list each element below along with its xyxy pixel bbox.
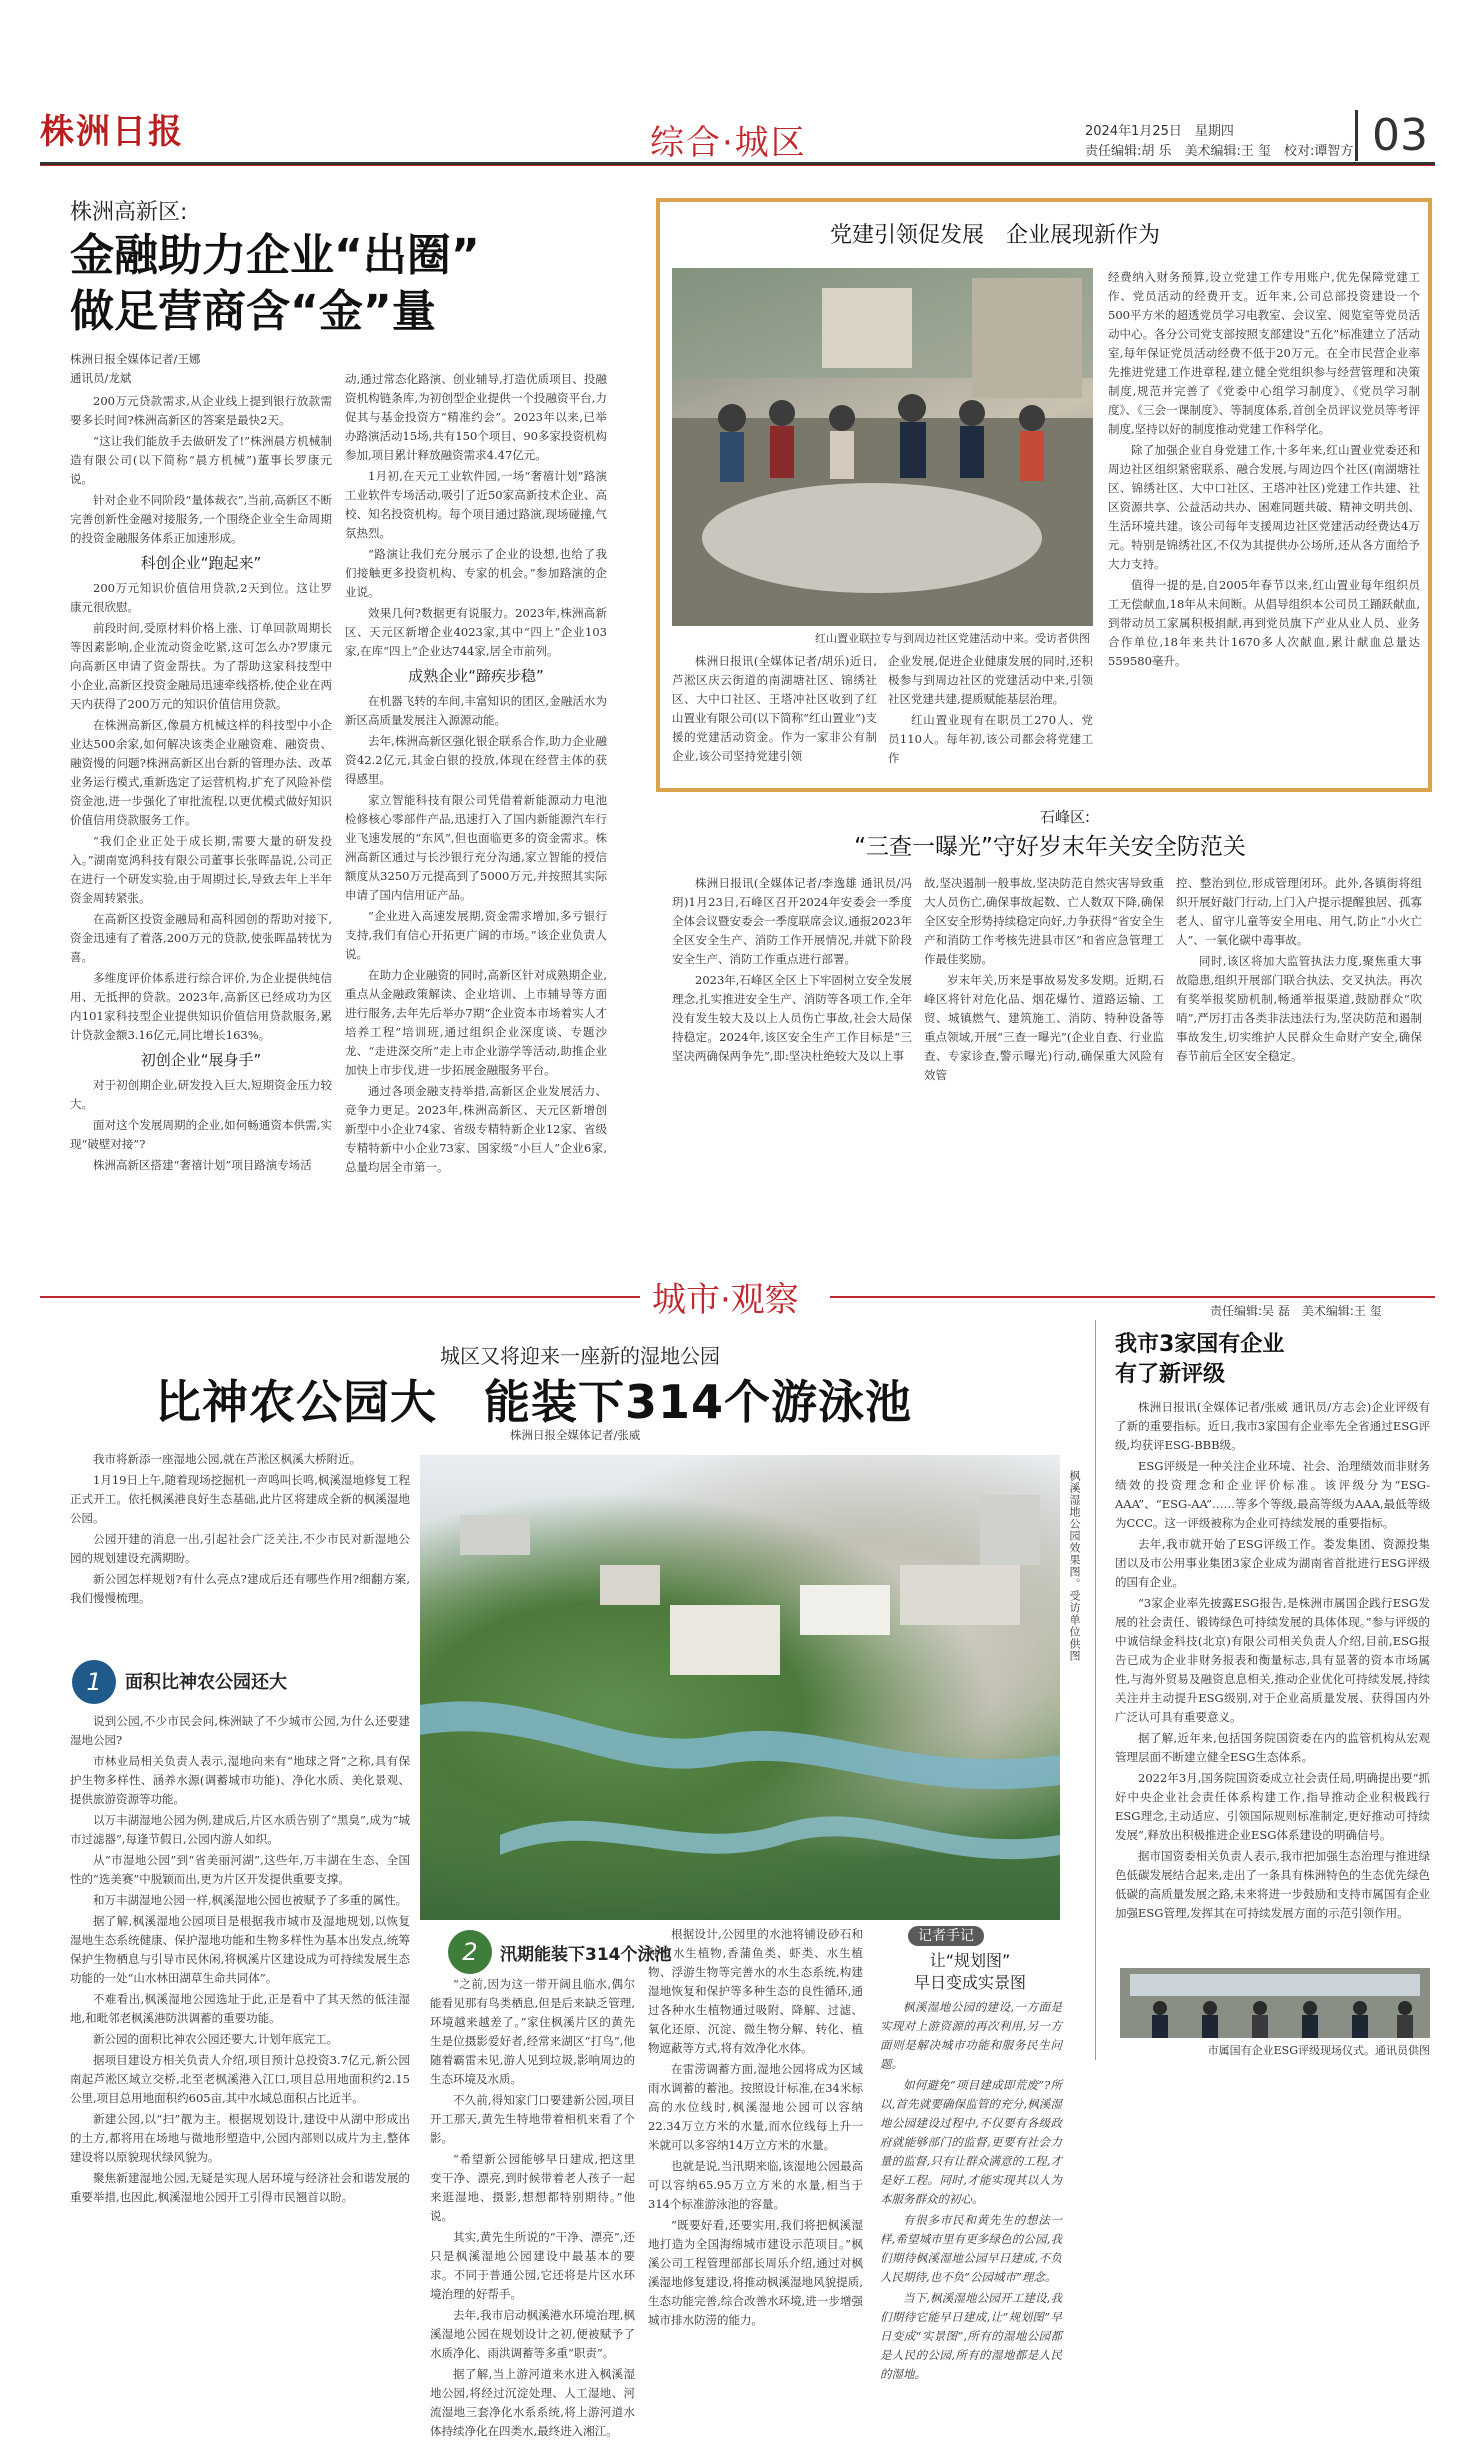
section-title: 综合·城区 xyxy=(650,123,807,163)
shifeng-kicker: 石峰区: xyxy=(1040,808,1091,826)
reporter-note-title-line2: 早日变成实景图 xyxy=(913,1973,1026,1992)
shifeng-title: “三查一曝光”守好岁末年关安全防范关 xyxy=(854,834,1246,860)
paragraph: 多维度评价体系进行综合评价,为企业提供纯信用、无抵押的贷款。2023年,高新区已经成功为区内101家科技型企业提供知识价值信用贷款服务,累计贷款金额3.16亿元,同比增长163%。 xyxy=(70,971,332,1042)
paragraph: 去年,我市就开始了ESG评级工作。娄发集团、资源投集团以及市公用事业集团3家企业成为湖南省首批进行ESG评级的国有企业。 xyxy=(1115,1537,1430,1589)
paragraph: 200万元贷款需求,从企业线上提到银行放款需要多长时间?株洲高新区的答案是最快2天。 xyxy=(70,394,332,427)
paragraph: 针对企业不同阶段“量体裁衣”,当前,高新区不断完善创新性金融对接服务,一个围绕企业全生命周期的投资金融服务体系正加速形成。 xyxy=(70,493,332,545)
city-band-rule-left xyxy=(40,1296,640,1298)
finance-subhead: 成熟企业“蹄疾步稳” xyxy=(408,667,544,685)
reporter-note-title xyxy=(880,1950,1060,1994)
finance-byline xyxy=(70,350,200,388)
paragraph: 红山置业现有在职员工270人、党员110人。每年初,该公司都会将党建工作 xyxy=(888,713,1093,765)
wetland-section-2b xyxy=(648,1925,863,2327)
wetland-aerial-rendering xyxy=(420,1455,1060,1920)
paragraph: “既要好看,还要实用,我们将把枫溪湿地打造为全国海绵城市建设示范项目。”枫溪公司工程管理部部长周乐介绍,通过对枫溪湿地修复建设,将推动枫溪湿地风貌提质,生态功能完善,综合改善水环境,进一步增强城市排水防涝的能力。 xyxy=(648,2218,863,2327)
finance-byline-correspondent: 通讯员/龙斌 xyxy=(70,371,132,385)
paragraph: 200万元知识价值信用贷款,2天到位。这让罗康元很欣慰。 xyxy=(70,581,332,614)
finance-title xyxy=(70,228,480,340)
paragraph: 在助力企业融资的同时,高新区针对成熟期企业,重点从金融政策解读、企业培训、上市辅导等方面进行服务,去年先后举办7期“企业资本市场着实人才培养工程”培训班,通过组织企业深度谈、专题沙龙、“走进深交所”走上市企业游学等活动,助推企业加快上市步伐,进一步拓展金融服务平台。 xyxy=(345,968,607,1077)
party-photo-illustration xyxy=(672,268,1093,626)
paragraph: 其实,黄先生所说的“干净、漂亮”,还只是枫溪湿地公园建设中最基本的要求。不同于普通公园,它还将是片区水环境治理的好帮手。 xyxy=(430,2230,635,2301)
page-number: 03 xyxy=(1355,110,1428,161)
header-editors: 责任编辑:胡 乐 美术编辑:王 玺 校对:谭智方 xyxy=(1085,144,1354,159)
paragraph: 1月19日上午,随着现场挖掘机一声鸣叫长鸣,枫溪湿地修复工程正式开工。依托枫溪港良好生态基础,此片区将建成全新的枫溪湿地公园。 xyxy=(70,1473,410,1525)
paragraph: 值得一提的是,自2005年春节以来,红山置业每年组织员工无偿献血,18年从未间断。从倡导组织本公司员工踊跃献血,到带动员工家属积极捐献,再到党员旗下产业从业人员、业务合作单位,18年来共计1670多人次献血,累计献血总量达559580毫升。 xyxy=(1108,578,1420,668)
wetland-aerial-caption: 枫溪湿地公园效果图。受访单位供图 xyxy=(1068,1470,1081,1662)
wetland-section-1 xyxy=(70,1712,410,2204)
paragraph: 通过各项金融支持举措,高新区企业发展活力、竞争力更足。2023年,株洲高新区、天元区新增创新型中小企业74家、省级专精特新企业12家、省级专精特新中小企业73家、国家级“小巨人”企业6家,总量均居全市第一。 xyxy=(345,1084,607,1174)
header-meta xyxy=(1085,122,1353,162)
paragraph: 株洲日报讯(全媒体记者/李逸雄 通讯员/冯玥)1月23日,石峰区召开2024年安委会一季度全体会议暨安委会一季度联席会议,通报2023年全区安全生产、消防工作开展情况,并就下阶段安全生产、消防工作重点进行部署。 xyxy=(672,876,912,966)
finance-column-1 xyxy=(70,392,332,1250)
party-title: 党建引领促发展 企业展现新作为 xyxy=(829,223,1160,248)
finance-title-line2: 做足营商含“金”量 xyxy=(70,286,436,337)
section-1-title: 面积比神农公园还大 xyxy=(125,1672,287,1693)
paragraph: 企业发展,促进企业健康发展的同时,还积极参与到周边社区的党建活动中来,引领社区党建共建,提质赋能基层治理。 xyxy=(888,654,1093,706)
party-column-c xyxy=(1108,268,1420,782)
esg-body xyxy=(1115,1398,1430,1963)
paragraph: 当下,枫溪湿地公园开工建设,我们期待它能早日建成,让“规划图”早日变成“实景图”,所有的湿地公园都是人民的公园,所有的湿地都是人民的湿地。 xyxy=(880,2291,1062,2381)
paragraph: 我市将新添一座湿地公园,就在芦淞区枫溪大桥附近。 xyxy=(93,1452,362,1466)
finance-subhead: 科创企业“跑起来” xyxy=(140,554,262,572)
paragraph: 面对这个发展周期的企业,如何畅通资本供需,实现“破壁对接”? xyxy=(70,1118,332,1151)
wetland-intro xyxy=(70,1450,410,1650)
paragraph: 家立智能科技有限公司凭借着新能源动力电池检修核心零部件产品,迅速打入了国内新能源汽车行业飞速发展的“东风”,但也面临更多的资金需求。株洲高新区通过与长沙银行充分沟通,家立智能的授信额度从3250万元提高到了5000万元,并按照其实际申请了国内信用证产品。 xyxy=(345,793,607,902)
paragraph: 聚焦新建湿地公园,无疑是实现人居环境与经济社会和谐发展的重要举措,也因此,枫溪湿地公园开工引得市民翘首以盼。 xyxy=(70,2171,410,2204)
finance-byline-reporter: 株洲日报全媒体记者/王娜 xyxy=(70,352,201,366)
paragraph: 在雷涝调蓄方面,湿地公园将成为区域雨水调蓄的蓄池。按照设计标准,在34米标高的水位线时,枫溪湿地公园可以容纳22.34万立方米的水量,而水位线每上升一米就可以多容纳14万立方米的水量。 xyxy=(648,2062,863,2152)
paragraph: 株洲高新区搭建“奢禧计划”项目路演专场活 xyxy=(93,1158,312,1172)
esg-photo xyxy=(1120,1968,1430,2038)
wetland-kicker: 城区又将迎来一座新的湿地公园 xyxy=(440,1344,720,1368)
paragraph: 从“市湿地公园”到“省美丽河湖”,这些年,万丰湖在生态、全国性的“选美赛”中脱颖而出,更为片区开发提供重要支撑。 xyxy=(70,1853,410,1886)
paragraph: 除了加强企业自身党建工作,十多年来,红山置业党委还和周边社区组织紧密联系、融合发展,与周边四个社区(南湖塘社区、锦绣社区、大中口社区、王塔冲社区)党建工作共建、社区资源共享、公益活动共办、困难同题共破、精神文明共创、生活环境共建。该公司每年支援周边社区党建活动经费达4万元。特别是锦绣社区,不仅为其提供办公场所,还从各方面给予大力支持。 xyxy=(1108,443,1420,571)
esg-title-line1: 我市3家国有企业 xyxy=(1115,1332,1285,1357)
section-1-number: 1 xyxy=(72,1660,116,1704)
paragraph: 同时,该区将加大监管执法力度,聚焦重大事故隐患,组织开展部门联合执法、交叉执法。再次有奖举报奖励机制,畅通举报渠道,鼓励群众“吹哨”,严厉打击各类非法违法行为,坚决防范和遏制事故发生,切实维护人民群众生命财产安全,确保春节前后全区安全稳定。 xyxy=(1176,954,1422,1063)
reporter-note-tag-wrap xyxy=(908,1925,984,1945)
esg-photo-caption: 市属国有企业ESG评级现场仪式。通讯员供图 xyxy=(1207,2044,1430,2057)
paragraph: 不久前,得知家门口要建新公园,项目开工那天,黄先生特地带着相机来看了个影。 xyxy=(430,2093,635,2145)
masthead-logo: 株洲日报 xyxy=(40,112,184,152)
shifeng-column-a xyxy=(672,874,912,1259)
shifeng-column-c xyxy=(1176,874,1422,1259)
paragraph: 也就是说,当汛期来临,该湿地公园最高可以容纳65.95万立方米的水量,相当于314个标准游泳池的容量。 xyxy=(648,2159,863,2211)
party-photo-caption: 红山置业联拉专与到周边社区党建活动中来。受访者供图 xyxy=(815,632,1090,645)
paragraph: 如何避免“项目建成即荒废”?所以,首先就要确保监管的充分,枫溪湿地公园建设过程中,不仅要有各级政府就能够部门的监督,更要有社会力量的监督,只有让群众满意的工程,才是好工程。同时,才能实现其以人为本服务群众的初心。 xyxy=(880,2078,1062,2206)
paragraph: 在高新区投资金融局和高科园创的帮助对接下,资金迅速有了着落,200万元的贷款,使张晖晶转忧为喜。 xyxy=(70,912,332,964)
paragraph: 据了解,近年来,包括国务院国资委在内的监管机构从宏观管理层面不断建立健全ESG生态体系。 xyxy=(1115,1731,1430,1764)
paragraph: 株洲日报讯(全媒体记者/胡乐)近日,芦淞区庆云街道的南湖塘社区、锦绣社区、大中口社区、王塔冲社区收到了红山置业有限公司(以下简称“红山置业”)支援的党建活动资金。作为一家非公有制企业,该公司坚持党建引领 xyxy=(672,654,877,763)
paragraph: 公园开建的消息一出,引起社会广泛关注,不少市民对新湿地公园的规划建设充满期盼。 xyxy=(70,1532,410,1565)
city-band-rule-right xyxy=(830,1296,1435,1298)
esg-title xyxy=(1115,1330,1284,1390)
reporter-note-title-line1: 让“规划图” xyxy=(929,1951,1011,1970)
paragraph: 新建公园,以“扫”靓为主。根据规划设计,建设中从湖中形成出的土方,都将用在场地与微地形塑造中,公园内部则以成片为主,整体建设将以原貌现状绿风貌为。 xyxy=(70,2112,410,2164)
paragraph: 枫溪湿地公园的建设,一方面是实现对上游资源的再次利用,另一方面则是解决城市功能和服务民生问题。 xyxy=(880,2000,1062,2071)
finance-subhead: 初创企业“展身手” xyxy=(140,1051,262,1069)
paragraph: 新公园的面积比神农公园还要大,计划年底完工。 xyxy=(93,2032,339,2046)
party-photo xyxy=(672,268,1093,626)
paragraph: 有很多市民和黄先生的想法一样,希望城市里有更多绿色的公园,我们期待枫溪湿地公园早日建成,不负人民期待,也不负“公园城市”理念。 xyxy=(880,2213,1062,2284)
wetland-section-2a xyxy=(430,1975,635,2438)
paragraph: “3家企业率先披露ESG报告,是株洲市属国企践行ESG发展的社会责任、锻铸绿色可持续发展的具体体现。”参与评级的中诚信绿金科技(北京)有限公司相关负责人介绍,目前,ESG报告已成为企业非财务报表和衡量标志,具有显著的资本市场属性,与海外贸易及融资息息相关,推动企业优化可持续发展,持续关注并主动提升ESG级别,对于企业高质量发展、获得国内外广泛认可具有重要意义。 xyxy=(1115,1596,1430,1724)
paragraph: “希望新公园能够早日建成,把这里变干净、漂亮,到时候带着老人孩子一起来逛湿地、摄影,想想都特别期待。”他说。 xyxy=(430,2152,635,2223)
esg-title-line2: 有了新评级 xyxy=(1115,1362,1226,1387)
paragraph: 说到公园,不少市民会问,株洲缺了不少城市公园,为什么还要建湿地公园? xyxy=(70,1714,410,1747)
wetland-title: 比神农公园大 能装下314个游泳池 xyxy=(155,1375,913,1429)
wetland-aerial-illustration xyxy=(420,1455,1060,1920)
paragraph: “企业进入高速发展期,资金需求增加,多亏银行支持,我们有信心开拓更广阔的市场。”该企业负责人说。 xyxy=(345,909,607,961)
paragraph: 故,坚决遏制一般事故,坚决防范自然灾害导致重大人员伤亡,确保事故起数、亡人数双下降,确保全区安全形势持续稳定向好,力争获得“省安全生产和消防工作考核先进县市区”和省应急管理工作最佳奖励。 xyxy=(924,876,1164,966)
paragraph: 效果几何?数据更有说服力。2023年,株洲高新区、天元区新增企业4023家,其中“四上”企业103家,在库“四上”企业达744家,居全市前列。 xyxy=(345,606,607,658)
reporter-note-body xyxy=(880,1998,1062,2381)
city-band-title: 城市·观察 xyxy=(652,1280,799,1320)
esg-photo-illustration xyxy=(1120,1968,1430,2038)
paragraph: “这让我们能放手去做研发了!”株洲晨方机械制造有限公司(以下简称“晨方机械”)董事长罗康元说。 xyxy=(70,434,332,486)
paragraph: 据了解,枫溪湿地公园项目是根据我市城市及湿地规划,以恢复湿地生态系统健康、保护湿地功能和生物多样性为基本出发点,统筹保护生物栖息与引导市民休闲,将枫溪片区建设成为可持续发展生态功能的一处“山水林田湖草生命共同体”。 xyxy=(70,1914,410,1985)
paragraph: 不难看出,枫溪湿地公园选址于此,正是看中了其天然的低洼湿地,和毗邻老枫溪港防洪调蓄的重要功能。 xyxy=(70,1992,410,2025)
finance-column-2 xyxy=(345,370,607,1250)
paragraph: 在株洲高新区,像晨方机械这样的科技型中小企业达500余家,如何解决该类企业融资难、融资贵、融资慢的问题?株洲高新区出台新的管理办法、改革业务运行模式,重新选定了运营机构,扩充了风险补偿资金池,进一步强化了审批流程,以更优模式做好知识价值信用贷款服务工作。 xyxy=(70,718,332,827)
header-red-rule xyxy=(40,165,1435,166)
paragraph: 1月初,在天元工业软件园,一场“奢禧计划”路演工业软件专场活动,吸引了近50家高新技术企业、高校、知名投资机构。每个项目通过路演,现场碰撞,气氛热烈。 xyxy=(345,469,607,540)
reporter-note-tag: 记者手记 xyxy=(908,1926,984,1946)
paragraph: 在机器飞转的车间,丰富知识的团区,金融活水为新区高质量发展注入源源动能。 xyxy=(345,694,607,727)
paragraph: “路演让我们充分展示了企业的设想,也给了我们接触更多投资机构、专家的机会。”参加路演的企业说。 xyxy=(345,547,607,599)
paragraph: ESG评级是一种关注企业环境、社会、治理绩效而非财务绩效的投资理念和企业评价标准。该评级分为“ESG-AAA”、“ESG-AA”……等多个等级,最高等级为AAA,最低等级为CCC。这一评级被称为企业可持续发展的重要指标。 xyxy=(1115,1459,1430,1530)
paragraph: 动,通过常态化路演、创业辅导,打造优质项目、投融资机构链条库,为初创型企业提供一个投融资平台,力促其与基金投资方“精准约会”。2023年以来,已举办路演活动15场,共有150个项目、90多家投资机构参加,项目累计释放融资需求4.47亿元。 xyxy=(345,372,607,462)
issue-date: 2024年1月25日 星期四 xyxy=(1085,124,1234,139)
paragraph: 控、整治到位,形成管理闭环。此外,各镇街将组织开展好敲门行动,上门入户提示提醒独居、孤寡老人、留守儿童等安全用电、用气,防止“小火亡人”、一氧化碳中毒事故。 xyxy=(1176,876,1422,947)
party-column-a xyxy=(672,652,877,782)
paragraph: 根据设计,公园里的水池将铺设砂石和种植水生植物,香蒲鱼类、虾类、水生植物、浮游生物等完善水的水生态系统,构建湿地恢复和保护等多种生态的良性循环,通过各种水生植物通过吸附、降解、过滤、氧化还原、沉淀、微生物分解、转化、植物遮蔽等方式,将有效净化水体。 xyxy=(648,1927,863,2055)
paragraph: 经费纳入财务预算,设立党建工作专用账户,优先保障党建工作、党员活动的经费开支。近年来,公司总部投资建设一个500平方米的超透党员学习电教室、会议室、阅览室等党员活动中心。各分公司党支部按照支部建设“五化”标准建立了活动室,每年保证党员活动经费不低于20万元。在全市民营企业率先推进党建工作进章程,建立健全党组织参与经营管理和决策制度,规范并完善了《党委中心组学习制度》、《党员学习制度》、《三会一课制度》、等制度体系,首创全员评议党员等考评制度,坚持以好的制度推动党建工作科学化。 xyxy=(1108,270,1420,436)
paragraph: 以万丰湖湿地公园为例,建成后,片区水质告别了“黑臭”,成为“城市过滤器”,每逢节假日,公园内游人如织。 xyxy=(70,1813,410,1846)
paragraph: 2022年3月,国务院国资委成立社会责任局,明确提出要“抓好中央企业社会责任体系构建工作,指导推动企业积极践行ESG理念,主动适应、引领国际规则标准制定,更好推动可持续发展”,释放出积极推进企业ESG体系建设的明确信号。 xyxy=(1115,1771,1430,1842)
paragraph: 据项目建设方相关负责人介绍,项目预计总投资3.7亿元,新公园南起芦淞区域立交桥,北至老枫溪港入江口,项目总用地面积约2.15公里,项目总用地面积约605亩,其中水域总面积占比近半。 xyxy=(70,2053,410,2105)
finance-kicker: 株洲高新区: xyxy=(70,200,188,225)
section-2-number: 2 xyxy=(448,1930,492,1974)
paragraph: 去年,株洲高新区强化银企联系合作,助力企业融资42.2亿元,其金白银的投放,体现在经营主体的获得感里。 xyxy=(345,734,607,786)
paragraph: 市林业局相关负责人表示,湿地向来有“地球之肾”之称,具有保护生物多样性、涵养水源(调蓄城市功能)、净化水质、美化景观、提供旅游资源等功能。 xyxy=(70,1754,410,1806)
paragraph: 岁末年关,历来是事故易发多发期。近期,石峰区将针对危化品、烟花爆竹、道路运输、工贸、城镇燃气、建筑施工、消防、特种设备等重点领域,开展“三查一曝光”(企业自查、行业监查、专家诊查,警示曝光)行动,确保重大风险有效管 xyxy=(924,973,1164,1082)
shifeng-column-b xyxy=(924,874,1164,1259)
paragraph: 去年,我市启动枫溪港水环境治理,枫溪湿地公园在规划设计之初,便被赋予了水质净化、雨洪调蓄等多重“职责”。 xyxy=(430,2308,635,2360)
paragraph: 2023年,石峰区全区上下牢固树立安全发展理念,扎实推进安全生产、消防等各项工作,全年没有发生较大及以上人员伤亡事故,社会大局保持稳定。2024年,该区安全生产工作目标是“三坚决两确保两争先”,即:坚决杜绝较大及以上事 xyxy=(672,973,912,1063)
paragraph: “之前,因为这一带开阔且临水,偶尔能看见那有鸟类栖息,但是后来缺乏管理,环境越来越差了。”家住枫溪片区的黄先生是位摄影爱好者,经常来湖区“打鸟”,他随着霸雷未见,游人见到垃圾,影响周边的生态环境及水质。 xyxy=(430,1977,635,2086)
paragraph: “我们企业正处于成长期,需要大量的研发投入。”湖南宽鸿科技有限公司董事长张晖晶说,公司正在进行一个研发实验,由于周期过长,导致去年上半年资金周转紧张。 xyxy=(70,834,332,905)
finance-title-line1: 金融助力企业“出圈” xyxy=(70,230,480,281)
wetland-byline: 株洲日报全媒体记者/张威 xyxy=(510,1428,641,1442)
paragraph: 据市国资委相关负责人表示,我市把加强生态治理与推进绿色低碳发展结合起来,走出了一条具有株洲特色的生态优先绿色低碳的高质量发展之路,未来将进一步鼓励和支持市属国有企业加强ESG管理,发挥其在可持续发展方面的示范引领作用。 xyxy=(1115,1849,1430,1920)
section-2-title: 汛期能装下314个泳池 xyxy=(500,1945,672,1965)
paragraph: 据了解,当上游河道来水进入枫溪湿地公园,将经过沉淀处理、人工湿地、河流湿地三套净化水系系统,将上游河道水体持续净化在四类水,最终进入湘江。 xyxy=(430,2367,635,2438)
city-editors: 责任编辑:吴 磊 美术编辑:王 玺 xyxy=(1210,1304,1382,1318)
paragraph: 株洲日报讯(全媒体记者/张威 通讯员/方志会)企业评级有了新的重要指标。近日,我市3家国有企业率先全省通过ESG评级,均获评ESG-BBB级。 xyxy=(1115,1400,1430,1452)
esg-divider xyxy=(1095,1320,1096,2060)
party-column-b xyxy=(888,652,1093,782)
paragraph: 前段时间,受原材料价格上涨、订单回款周期长等因素影响,企业流动资金吃紧,这可怎么办?罗康元向高新区申请了资金帮扶。为了帮助这家科技型中小企业,高新区投资金融局迅速牵线搭桥,使企业在两天内获得了200万元的知识价值信用贷款。 xyxy=(70,621,332,711)
paragraph: 和万丰湖湿地公园一样,枫溪湿地公园也被赋予了多重的属性。 xyxy=(93,1893,408,1907)
paragraph: 新公园怎样规划?有什么亮点?建成后还有哪些作用?细翻方案,我们慢慢梳理。 xyxy=(70,1572,410,1605)
paragraph: 对于初创期企业,研发投入巨大,短期资金压力较大。 xyxy=(70,1078,332,1111)
